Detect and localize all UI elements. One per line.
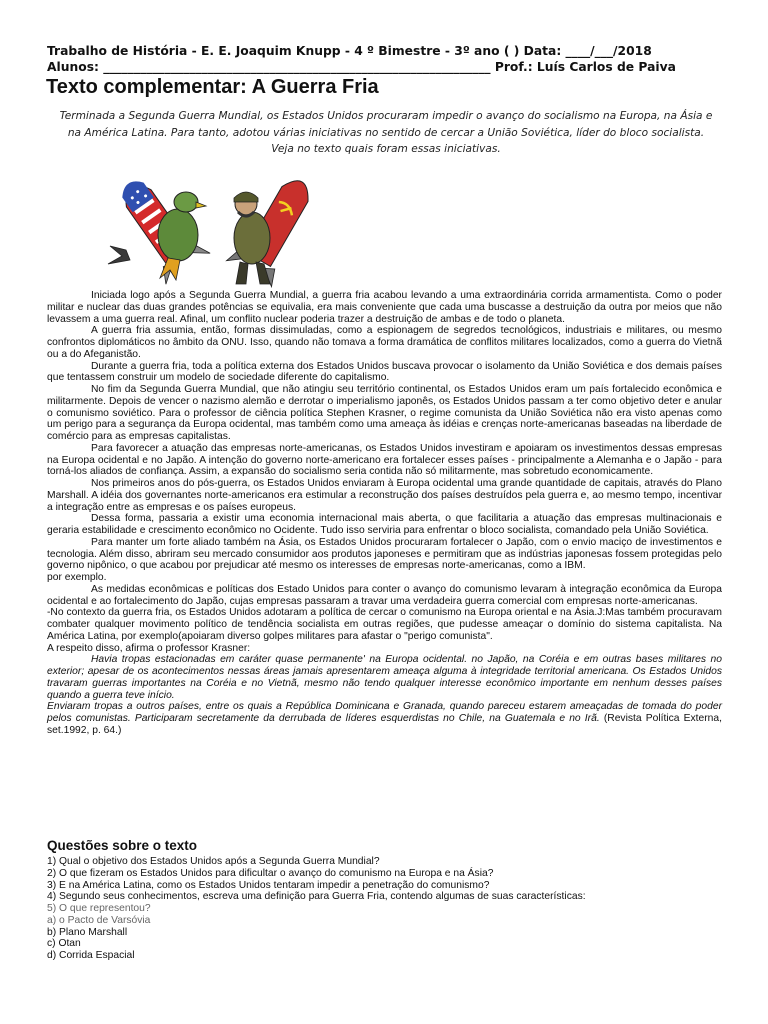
paragraph: Durante a guerra fria, toda a política externa dos Estados Unidos buscava provocar o isolamento da União Soviética e dos demais países que tentassem construir um modelo de sociedade diferente do capitalismo. [47,360,722,384]
paragraph: Para manter um forte aliado também na Ásia, os Estados Unidos procuraram fortalecer o Japão, com o envio maciço de investimentos e tecnologia. Além disso, abriram seu mercado consumidor aos produtos japoneses e permitiram que as indústrias japonesas fossem protegidas pelo governo nipônico, o que acabou por prejudicar até mesmo os interesses de empresas norte-americanas, como a IBM. [47,536,722,572]
questions-title: Questões sobre o texto [47,838,198,853]
krasner-quote-continued [47,701,722,736]
question-item: 5) O que representou? [47,903,151,914]
cold-war-illustration [100,160,336,290]
article-body [47,290,722,737]
paragraph: A guerra fria assumia, então, formas dissimuladas, como a espionagem de segredos tecnológicos, industriais e militares, ou mesmo confrontos diplomáticos no âmbito da ONU. Isso, quando não tomava a forma dramática de conflitos militares localizados, como a guerra do Vietnã ou a do Afeganistão. [47,325,722,360]
paragraph: Para favorecer a atuação das empresas norte-americanas, os Estados Unidos investiram e apoiaram os investimentos dessas empresas na Europa ocidental e no Japão. A intenção do governo norte-americano era fortalecer esses países - principalmente a Alemanha e o Japão - para torná-los aliados de confiança. Assim, a expansão do socialismo seria contida não só militarmente, mas sobretudo economicamente. [47,442,722,478]
question-item: 1) Qual o objetivo dos Estados Unidos após a Segunda Guerra Mundial? [47,856,380,867]
questions-list [47,856,722,962]
paragraph: Nos primeiros anos do pós-guerra, os Estados Unidos enviaram à Europa ocidental uma grande quantidade de capitais, através do Plano Marshall. A idéia dos governantes norte-americanos era estimular a reconstrução dos países destruídos pela guerra e, ao mesmo tempo, incentivar a integração entre as empresas e os países europeus. [47,478,722,513]
paragraph: -No contexto da guerra fria, os Estados Unidos adotaram a política de cercar o comunismo na Europa oriental e na Ásia.J:Mas também procuravam combater qualquer movimento político de tendência socialista em outras regiões, que pudesse ameaçar o domínio do sistema capitalista. Na América Latina, por exemplo(apoiaram diverso golpes militares para afastar o "perigo comunista". [47,607,722,642]
header-line-1: Trabalho de História - E. E. Joaquim Knupp - 4 º Bimestre - 3º ano ( ) Data: ____/___/2018 [47,44,652,58]
soviet-soldier-with-missile [226,169,324,287]
paragraph: A respeito disso, afirma o professor Krasner: [47,642,251,654]
question-option: d) Corrida Espacial [47,950,135,961]
krasner-quote: Havia tropas estacionadas em caráter quase permanente' na Europa ocidental. no Japão, na Coréia e em outras bases militares no exterior; apesar de os acontecimentos nessas áreas jamais apresentarem ameaça alguma à integridade territorial americana. Os Estados Unidos travaram guerras importantes na Coréia e no Vietnã, mesmo não tendo qualquer interesse econômico importante em nenhum desses países quando a guerra teve início. [47,654,722,701]
question-item: 3) E na América Latina, como os Estados Unidos tentaram impedir a penetração do comunismo? [47,879,490,891]
paragraph: No fim da Segunda Guerra Mundial, que não atingiu seu território continental, os Estados Unidos eram um país fortalecido econômica e militarmente. Depois de vencer o nazismo alemão e derrotar o imperialismo japonês, os Estados Unidos passam a ter como objetivo deter e anular o comunismo soviético. Para o professor de ciência política Stephen Krasner, o regime comunista da União Soviética não era visto apenas como um perigo para a segurança da Europa ocidental, mas também como uma ameaça às idéias e crenças norte-americanas baseadas na liberdade de comércio para as empresas capitalistas. [47,384,722,442]
paragraph: Dessa forma, passaria a existir uma economia internacional mais aberta, o que facilitaria a atuação das empresas multinacionais e geraria estabilidade e crescimento econômico no Ocidente. Tudo isso serviria para enfrentar o bloco socialista, comandado pela União Soviética. [47,513,722,536]
quote-text: Enviaram tropas a outros países, entre os quais a República Dominicana e Granada, quando pareceu estarem ameaçadas de tomada do poder pelos comunistas. Participaram secretamente da derrubada de líderes esquerdistas no Chile, na Guatemala e no Irã. [47,701,722,724]
question-item: 2) O que fizeram os Estados Unidos para dificultar o avanço do comunismo na Europa e na Ásia? [47,867,494,879]
page-title: Texto complementar: A Guerra Fria [46,76,379,98]
header-line-2: Alunos: _______________________________________________________________ Prof.: Luís Carlos de Paiva [47,60,676,74]
question-option: c) Otan [47,938,81,950]
paragraph: As medidas econômicas e políticas dos Estado Unidos para conter o avanço do comunismo levaram à integração econômica da Europa ocidental e ao fortalecimento do Japão, cujas empresas passaram a travar uma verdadeira guerra comercial com empresas norte-americanas. [47,583,722,607]
question-option: b) Plano Marshall [47,926,128,938]
usa-eagle-with-missile [106,168,210,284]
intro-text: Terminada a Segunda Guerra Mundial, os Estados Unidos procuraram impedir o avanço do socialismo na Europa, na Ásia e na América Latina. Para tanto, adotou várias iniciativas no sentido de cercar a União Soviética, líder do bloco socialista. Veja no texto quais foram essas iniciativas. [59,110,713,155]
question-option: a) o Pacto de Varsóvia [47,914,151,926]
citation: (Revista Política Externa, set.1992, p. 64.) [47,713,722,736]
paragraph: Iniciada logo após a Segunda Guerra Mundial, a guerra fria acabou levando a uma extraordinária corrida armamentista. Como o poder militar e nuclear das duas grandes potências se equivalia, era mais conveniente que cada uma buscasse a destruição da outra por meios que não levassem a uma guerra real. Afinal, um conflito nuclear poderia trazer a destruição de ambas e de todo o planeta. [47,290,722,325]
paragraph: por exemplo. [47,572,107,583]
question-item: 4) Segundo seus conhecimentos, escreva uma definição para Guerra Fria, contendo algumas de suas características: [47,891,586,903]
